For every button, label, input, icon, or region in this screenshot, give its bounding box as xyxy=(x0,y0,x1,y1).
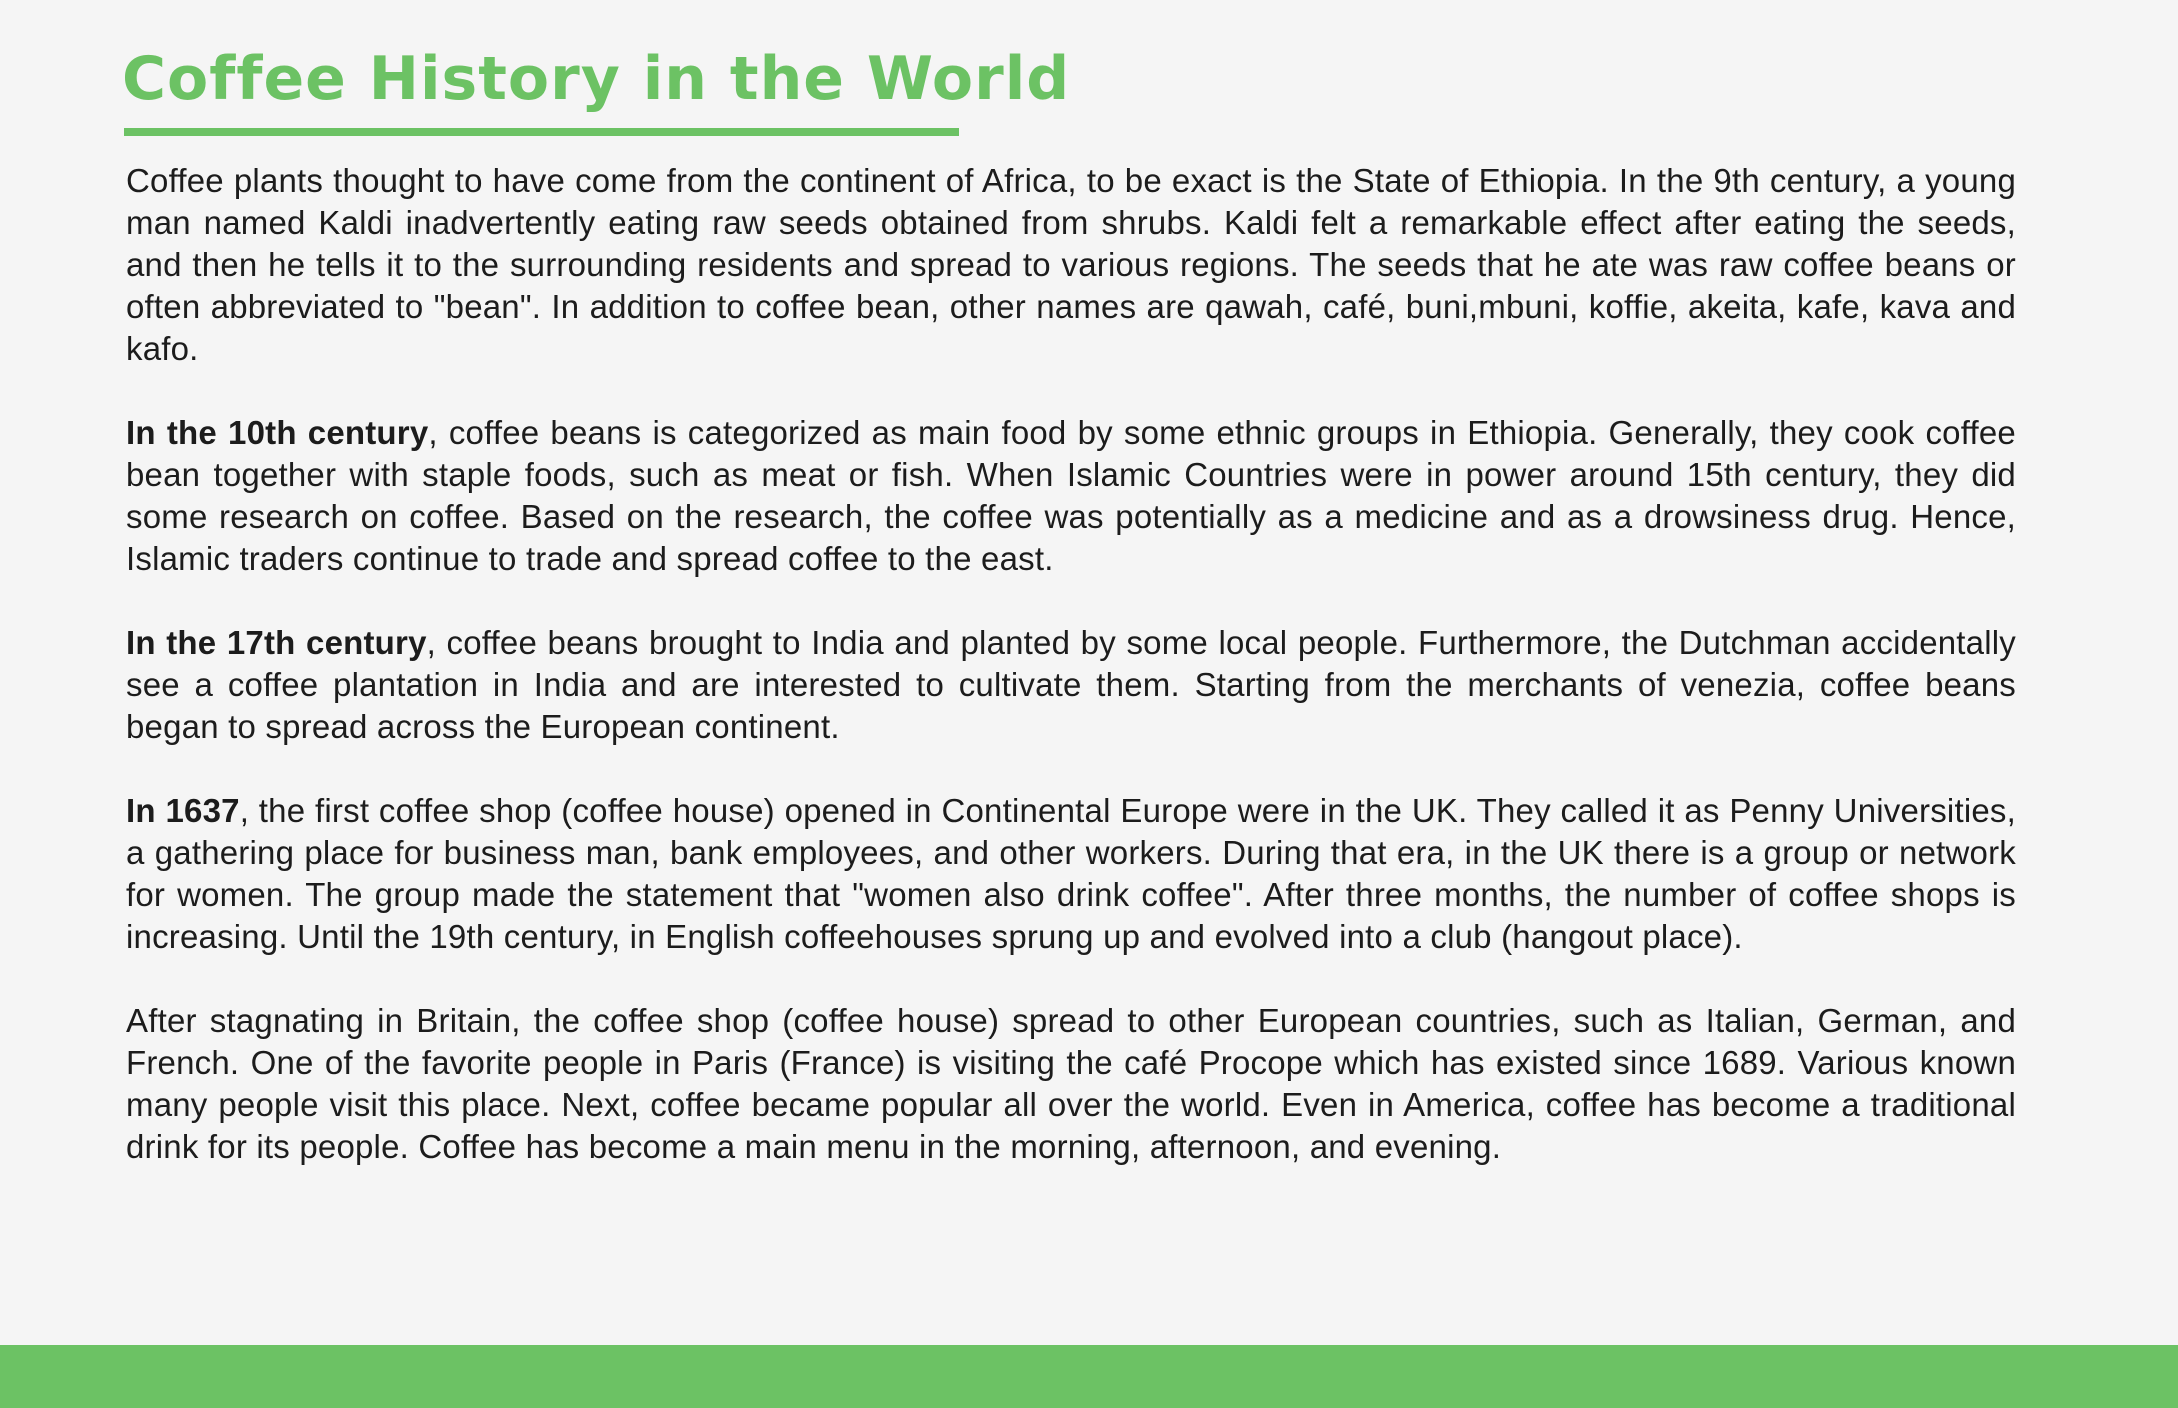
paragraph-lead: In the 10th century xyxy=(126,414,429,451)
paragraph-lead: In the 17th century xyxy=(126,624,427,661)
paragraph-origins xyxy=(126,160,2016,370)
page-title: Coffee History in the World xyxy=(122,44,1071,114)
title-underline xyxy=(124,128,959,136)
paragraph-10th-century xyxy=(126,412,2016,580)
paragraph-17th-century xyxy=(126,622,2016,748)
footer-band xyxy=(0,1345,2178,1408)
paragraph-europe-spread xyxy=(126,1000,2016,1168)
paragraph-text: After stagnating in Britain, the coffee shop (coffee house) spread to other European countries, such as Italian, German, and French. One of the favorite people in Paris (France) is visiting the café Procope which has existed since 1689. Various known many people visit this place. Next, coffee became popular all over the world. Even in America, coffee has become a traditional drink for its people. Coffee has become a main menu in the morning, afternoon, and evening. xyxy=(126,1002,2016,1165)
paragraph-text: , the first coffee shop (coffee house) opened in Continental Europe were in the UK. They called it as Penny Universities, a gathering place for business man, bank employees, and other workers. During that era, in the UK there is a group or network for women. The group made the statement that "women also drink coffee". After three months, the number of coffee shops is increasing. Until the 19th century, in English coffeehouses sprung up and evolved into a club (hangout place). xyxy=(126,792,2016,955)
paragraph-1637 xyxy=(126,790,2016,958)
article-body xyxy=(126,160,2016,1210)
paragraph-lead: In 1637 xyxy=(126,792,240,829)
paragraph-text: , coffee beans brought to India and planted by some local people. Furthermore, the Dutchman accidentally see a coffee plantation in India and are interested to cultivate them. Starting from the merchants of venezia, coffee beans began to spread across the European continent. xyxy=(126,624,2016,745)
paragraph-text: , coffee beans is categorized as main food by some ethnic groups in Ethiopia. Generally, they cook coffee bean together with staple foods, such as meat or fish. When Islamic Countries were in power around 15th century, they did some research on coffee. Based on the research, the coffee was potentially as a medicine and as a drowsiness drug. Hence, Islamic traders continue to trade and spread coffee to the east. xyxy=(126,414,2016,577)
paragraph-text: Coffee plants thought to have come from the continent of Africa, to be exact is the State of Ethiopia. In the 9th century, a young man named Kaldi inadvertently eating raw seeds obtained from shrubs. Kaldi felt a remarkable effect after eating the seeds, and then he tells it to the surrounding residents and spread to various regions. The seeds that he ate was raw coffee beans or often abbreviated to "bean". In addition to coffee bean, other names are qawah, café, buni,mbuni, koffie, akeita, kafe, kava and kafo. xyxy=(126,162,2016,367)
